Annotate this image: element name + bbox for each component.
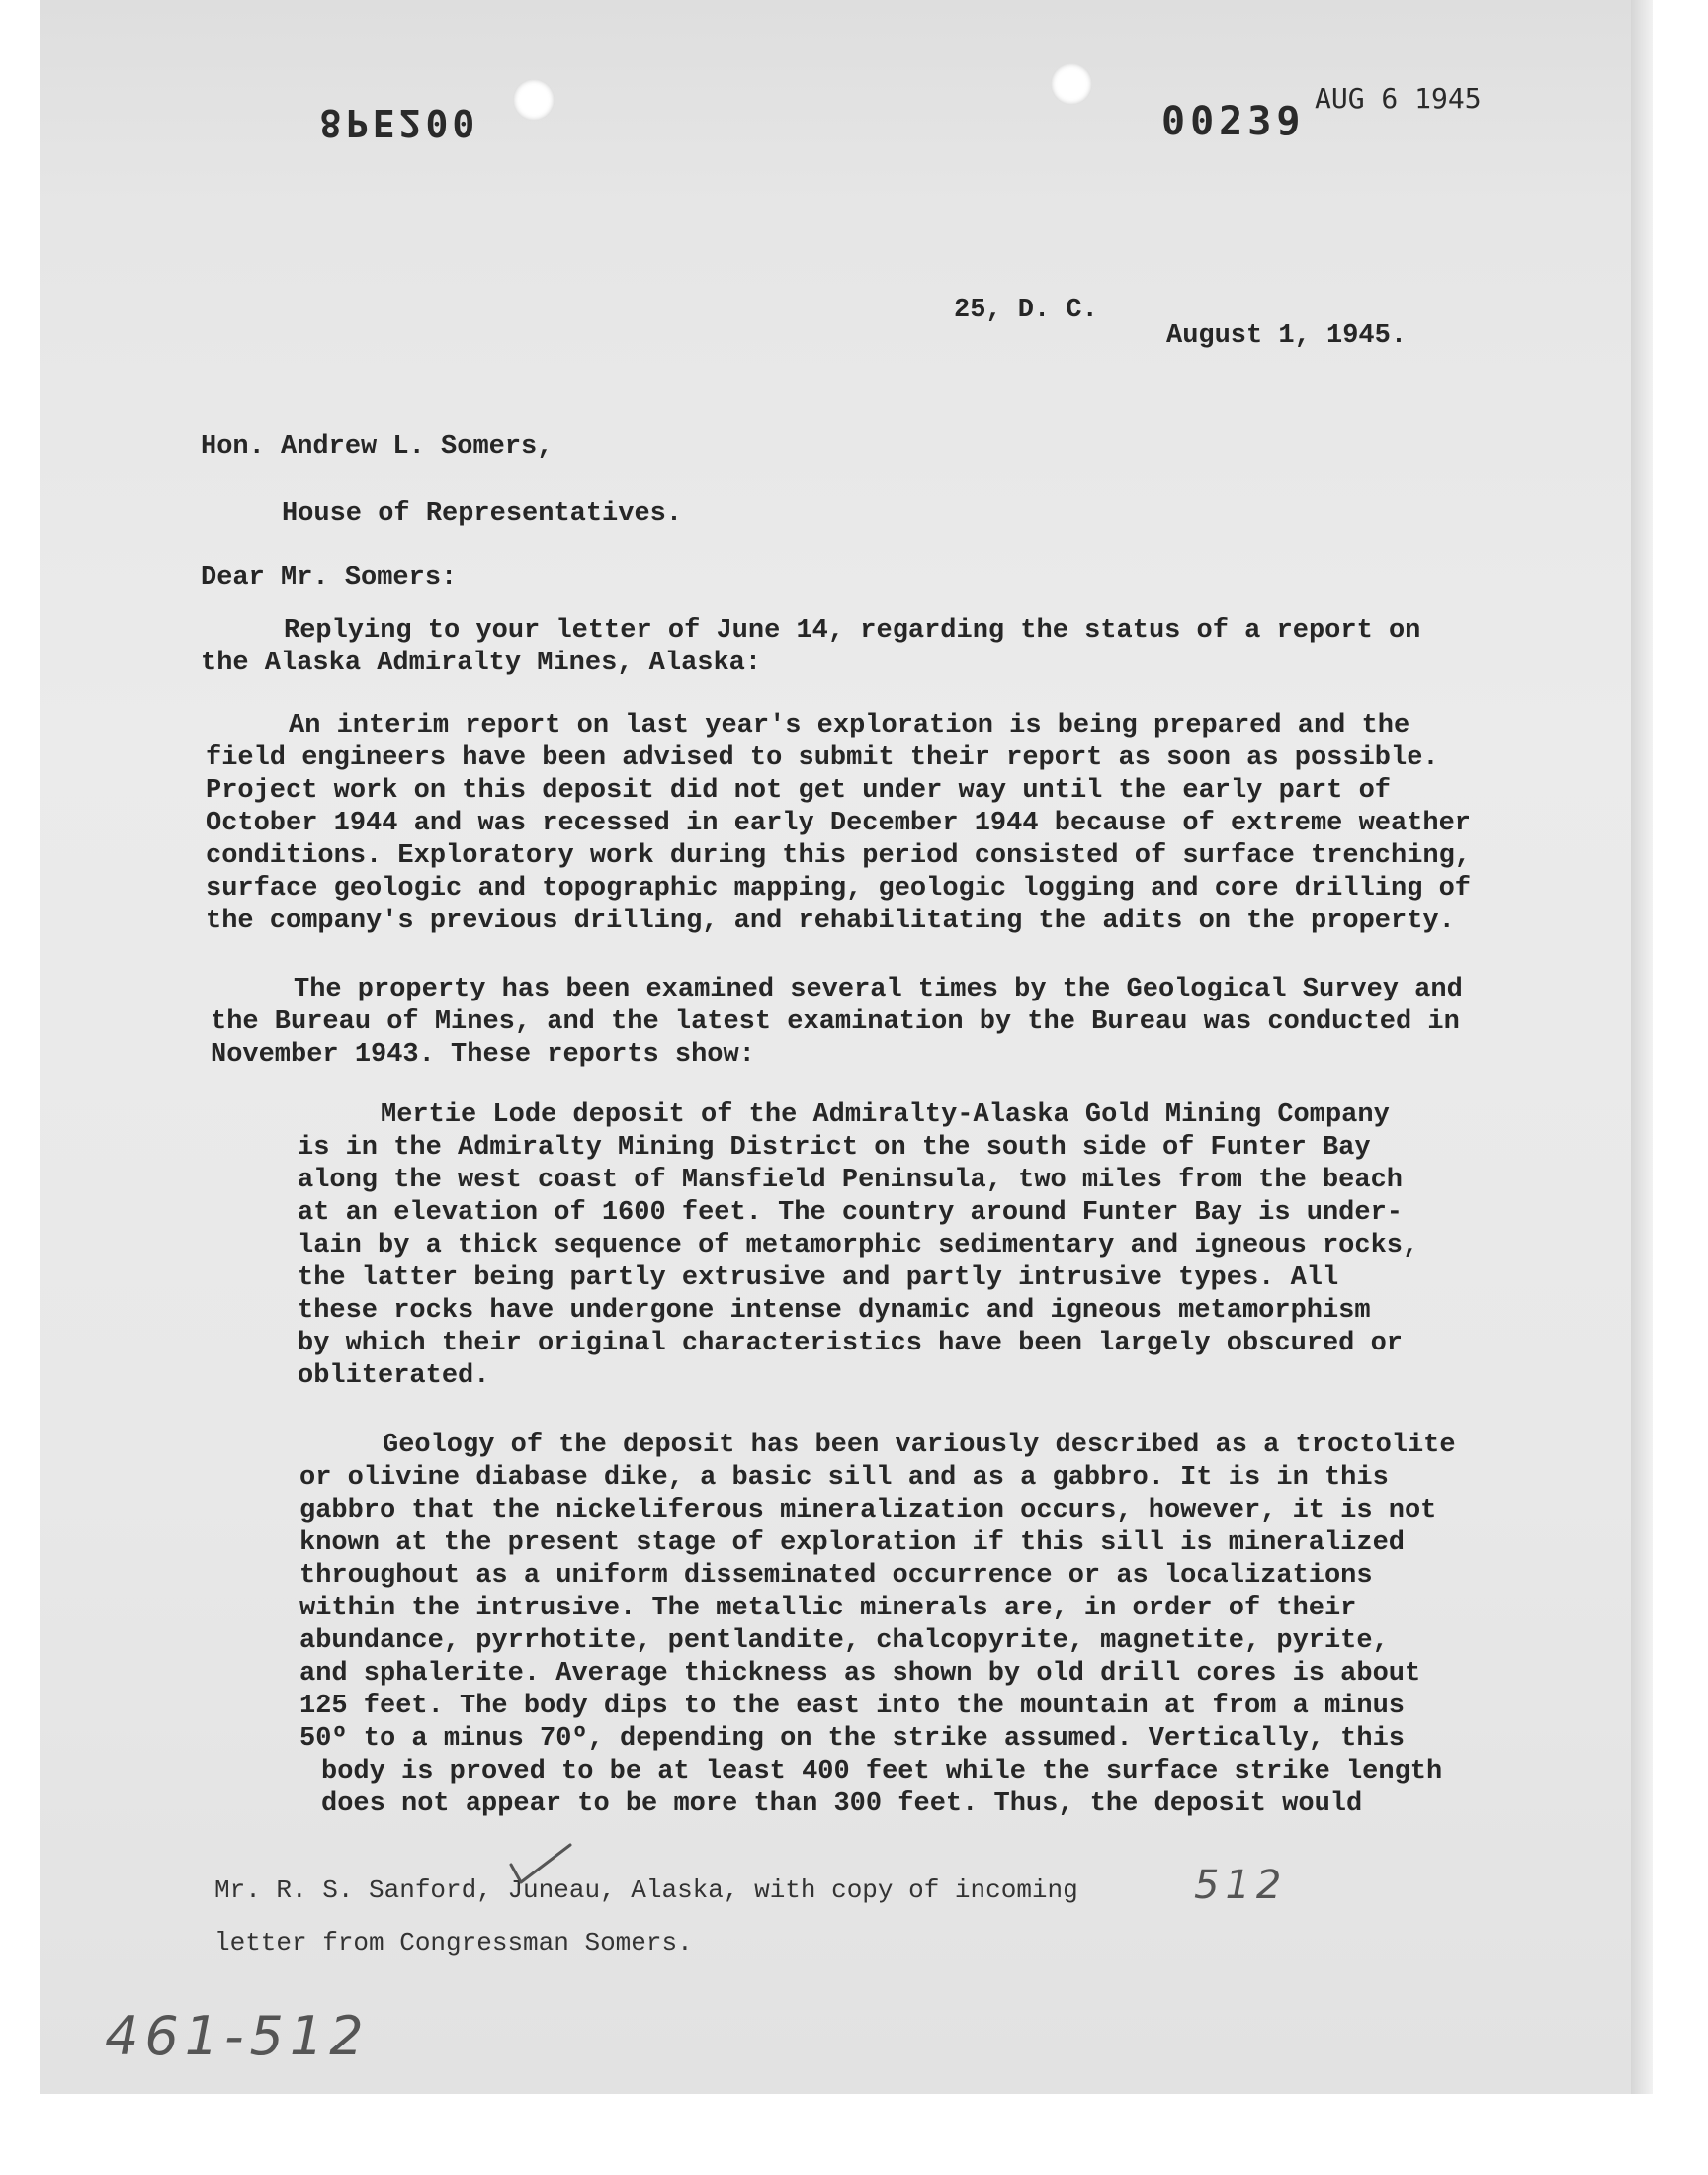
quote-mertie-lode: [298, 1099, 1418, 1393]
paragraph-line: throughout as a uniform disseminated occurrence or as localizations: [299, 1561, 1373, 1591]
paragraph-line: 125 feet. The body dips to the east into the mountain at from a minus: [299, 1692, 1405, 1721]
paragraph-line: 50º to a minus 70º, depending on the strike assumed. Vertically, this: [299, 1724, 1405, 1754]
salutation: Dear Mr. Somers:: [201, 564, 458, 593]
paragraph-line: October 1944 and was recessed in early December 1944 because of extreme weather: [206, 809, 1472, 838]
paragraph-line: body is proved to be at least 400 feet while the surface strike length: [321, 1757, 1443, 1786]
paragraph-line: the Alaska Admiralty Mines, Alaska:: [201, 649, 762, 678]
paragraph-line: surface geologic and topographic mapping, geologic logging and core drilling of: [206, 874, 1472, 904]
paragraph-line: or olivine diabase dike, a basic sill and as a gabbro. It is in this: [299, 1463, 1389, 1493]
paragraph-line: within the intrusive. The metallic minerals are, in order of their: [299, 1594, 1357, 1623]
paragraph-line: and sphalerite. Average thickness as shown by old drill cores is about: [299, 1659, 1421, 1689]
paragraph-line: Mertie Lode deposit of the Admiralty-Alaska Gold Mining Company: [381, 1100, 1390, 1130]
letter-location: 25, D. C.: [954, 296, 1098, 325]
paragraph-line: An interim report on last year's exploration is being prepared and the: [289, 711, 1410, 740]
paragraph-line: obliterated.: [298, 1361, 490, 1391]
paragraph-line: November 1943. These reports show:: [211, 1040, 755, 1070]
paragraph-line: these rocks have undergone intense dynamic and igneous metamorphism: [298, 1296, 1371, 1326]
recipient-organization: House of Representatives.: [282, 499, 683, 529]
received-date-stamp: AUG 6 1945: [1315, 82, 1482, 115]
paragraph-interim-report: [206, 710, 1471, 938]
paragraph-line: known at the present stage of exploration if this sill is mineralized: [299, 1528, 1405, 1558]
cc-line-1: Mr. R. S. Sanford, Juneau, Alaska, with copy of incoming: [214, 1875, 1078, 1905]
paragraph-line: does not appear to be more than 300 feet. Thus, the deposit would: [321, 1789, 1363, 1819]
paragraph-line: along the west coast of Mansfield Peninsula, two miles from the beach: [298, 1166, 1403, 1195]
file-number-stamp-right: 00239: [1161, 99, 1306, 144]
letter-date: August 1, 1945.: [1166, 321, 1408, 351]
punch-hole-left: [513, 79, 555, 121]
paper-edge: [1631, 0, 1653, 2094]
punch-hole-right: [1051, 63, 1092, 105]
handwritten-file-number: 461-512: [105, 2005, 370, 2067]
paragraph-line: field engineers have been advised to submit their report as soon as possible.: [206, 743, 1439, 773]
paragraph-line: The property has been examined several times by the Geological Survey and: [294, 975, 1463, 1004]
paragraph-reply: [201, 615, 1420, 680]
paragraph-line: the Bureau of Mines, and the latest examination by the Bureau was conducted in: [211, 1007, 1460, 1037]
paragraph-line: by which their original characteristics have been largely obscured or: [298, 1329, 1403, 1358]
paragraph-line: Geology of the deposit has been variously described as a troctolite: [383, 1431, 1456, 1460]
paragraph-examinations: [211, 974, 1463, 1072]
file-number-stamp-left: 8PE200: [319, 101, 479, 144]
paragraph-line: gabbro that the nickeliferous mineralization occurs, however, it is not: [299, 1496, 1437, 1525]
paragraph-line: lain by a thick sequence of metamorphic sedimentary and igneous rocks,: [298, 1231, 1419, 1261]
recipient-name: Hon. Andrew L. Somers,: [201, 432, 554, 462]
paragraph-line: Replying to your letter of June 14, regarding the status of a report on: [284, 616, 1421, 646]
cc-line-2: letter from Congressman Somers.: [214, 1928, 693, 1958]
checkmark-icon: [507, 1839, 576, 1888]
document-page: [40, 0, 1653, 2094]
paragraph-line: conditions. Exploratory work during this period consisted of surface trenching,: [206, 841, 1472, 871]
paragraph-line: the latter being partly extrusive and partly intrusive types. All: [298, 1263, 1339, 1293]
handwritten-cc-number: 512: [1194, 1863, 1288, 1908]
paragraph-line: abundance, pyrrhotite, pentlandite, chalcopyrite, magnetite, pyrite,: [299, 1626, 1389, 1656]
paragraph-line: Project work on this deposit did not get under way until the early part of: [206, 776, 1391, 806]
quote-geology: [299, 1430, 1456, 1821]
paragraph-line: the company's previous drilling, and rehabilitating the adits on the property.: [206, 907, 1455, 936]
paragraph-line: is in the Admiralty Mining District on the south side of Funter Bay: [298, 1133, 1371, 1163]
paragraph-line: at an elevation of 1600 feet. The country around Funter Bay is under-: [298, 1198, 1403, 1228]
